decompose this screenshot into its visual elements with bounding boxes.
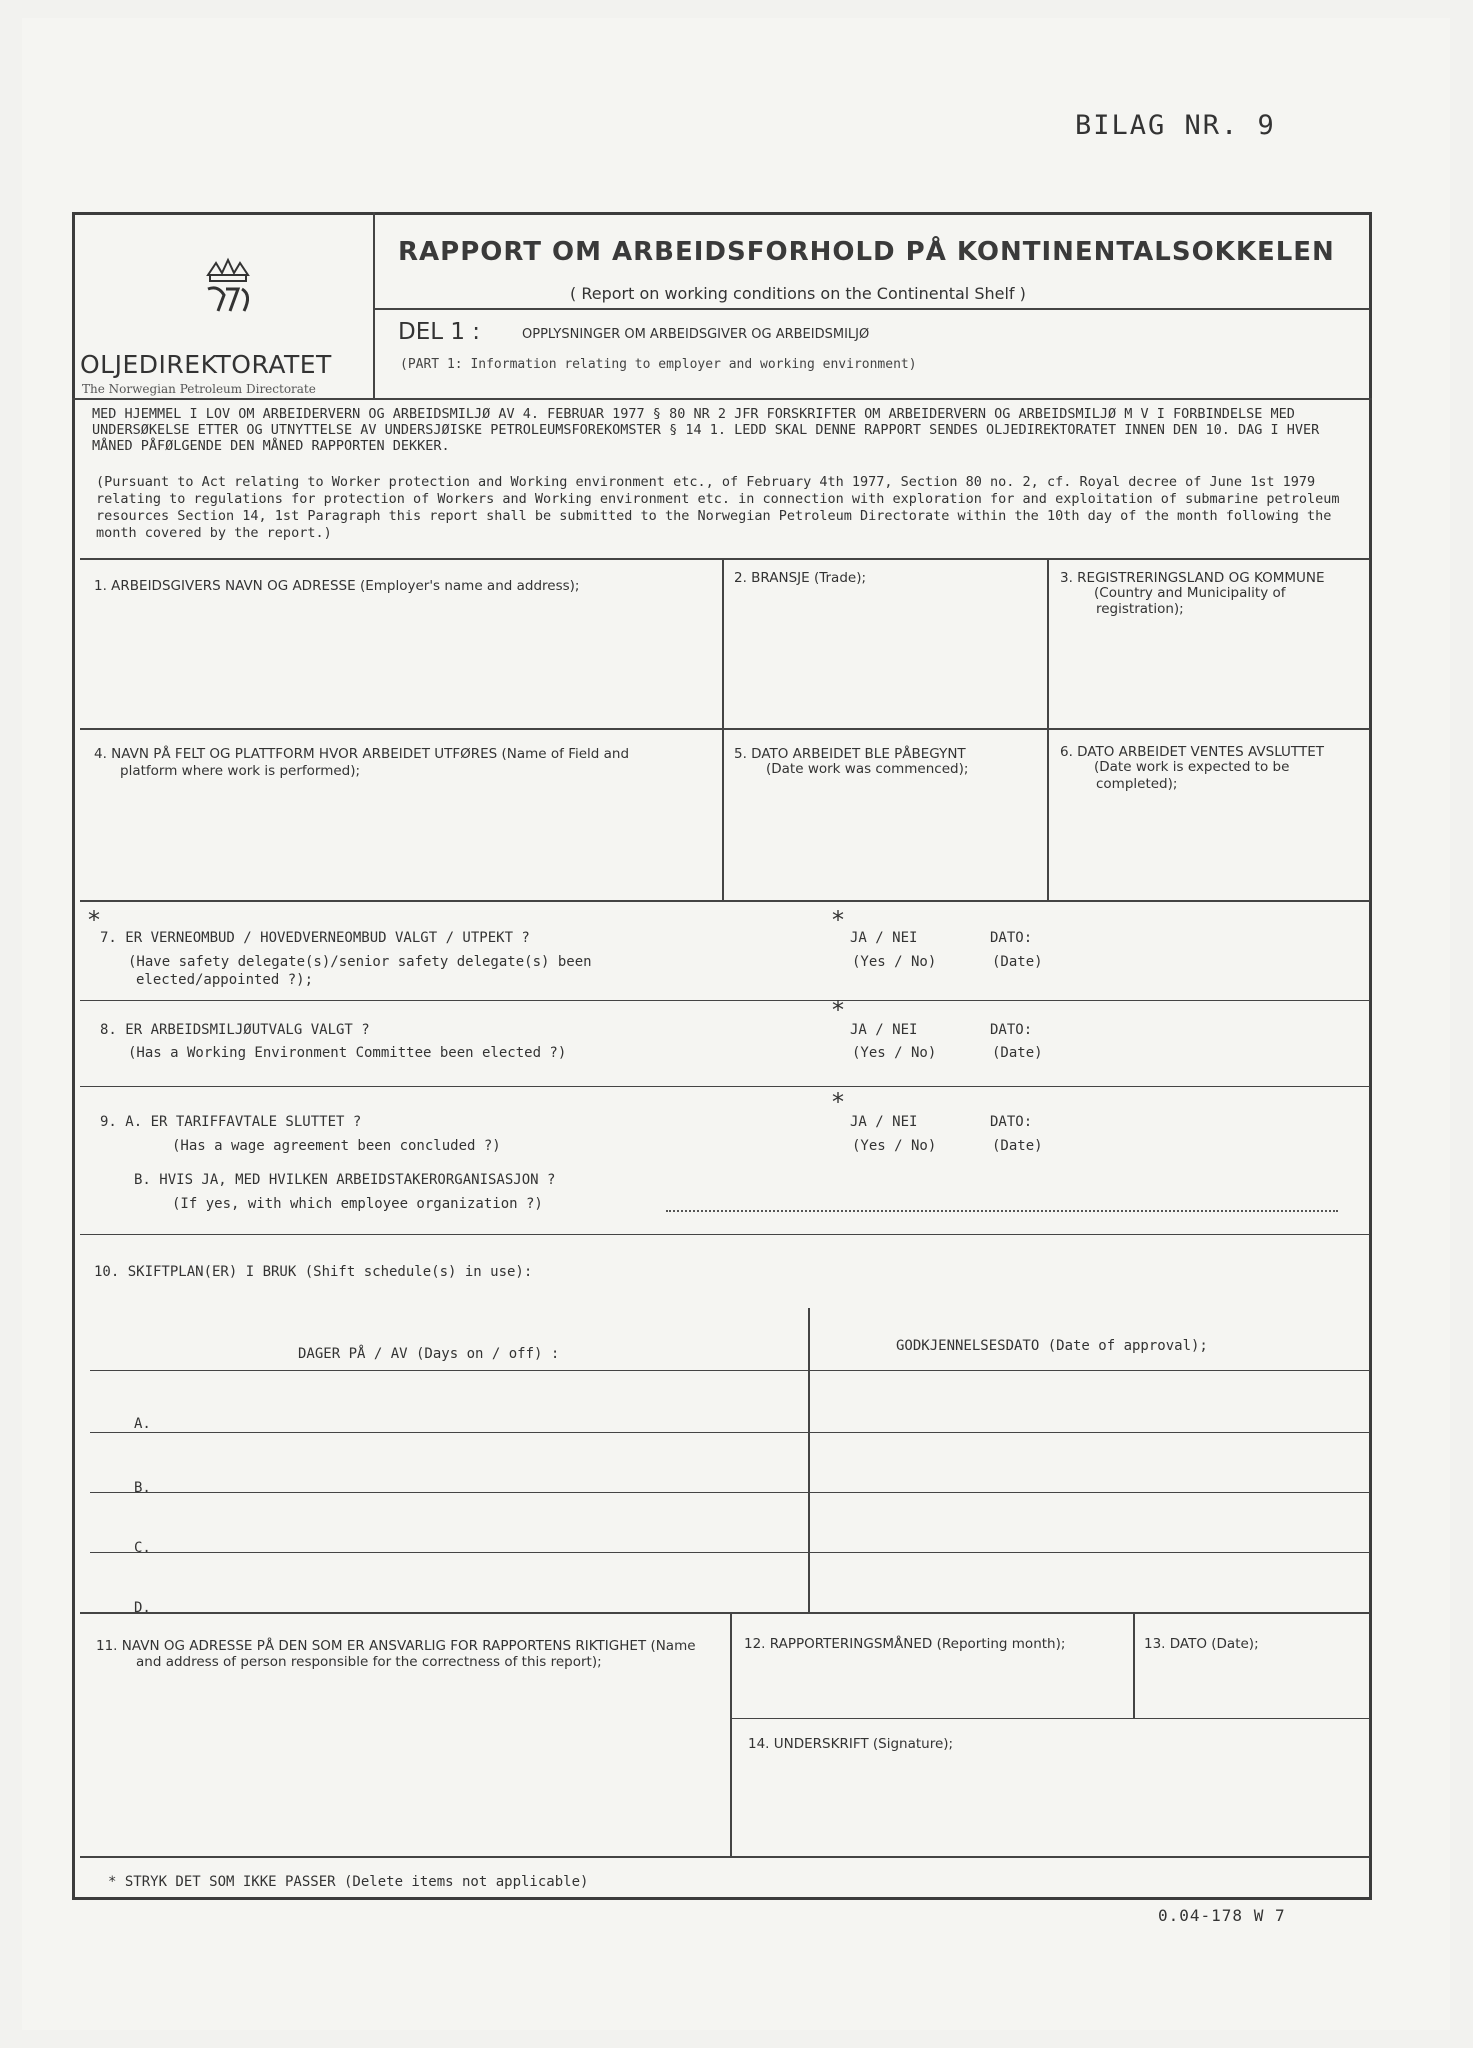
org-name-en: The Norwegian Petroleum Directorate xyxy=(82,382,316,396)
q7-date-label-en: (Date) xyxy=(992,954,1043,970)
field-platform-label: 4. NAVN PÅ FELT OG PLATTFORM HVOR ARBEIDET UTFØRES (Name of Field and xyxy=(94,746,630,762)
form-code: 0.04-178 W 7 xyxy=(1158,1906,1286,1925)
q9a-date-label[interactable]: DATO: xyxy=(990,1114,1033,1130)
q8-label: 8. ER ARBEIDSMILJØUTVALG VALGT ? xyxy=(100,1022,370,1038)
part-text: OPPLYSNINGER OM ARBEIDSGIVER OG ARBEIDSMILJØ xyxy=(522,327,870,342)
q7-date-label[interactable]: DATO: xyxy=(990,930,1033,946)
field-end-date-label-en: (Date work is expected to be xyxy=(1094,759,1290,775)
q8-date-label[interactable]: DATO: xyxy=(990,1022,1033,1038)
q9a-label-en: (Has a wage agreement been concluded ?) xyxy=(172,1138,501,1154)
field-responsible-label: 11. NAVN OG ADRESSE PÅ DEN SOM ER ANSVARLIG FOR RAPPORTENS RIKTIGHET (Name xyxy=(96,1638,696,1654)
field-platform-label-en: platform where work is performed); xyxy=(120,763,361,779)
shift-col-days: DAGER PÅ / AV (Days on / off) : xyxy=(298,1346,560,1362)
header-bottom-line xyxy=(72,398,1372,400)
q8-yes-no[interactable]: JA / NEI xyxy=(850,1022,918,1038)
field-country-label: 3. REGISTRERINGSLAND OG KOMMUNE xyxy=(1060,570,1325,586)
field-reporting-month-label: 12. RAPPORTERINGSMÅNED (Reporting month); xyxy=(744,1636,1066,1652)
bottom-col-divider xyxy=(730,1612,732,1856)
field-end-date-label-en2: completed); xyxy=(1096,776,1178,792)
asterisk-mark: * xyxy=(88,906,100,934)
field-signature-label: 14. UNDERSKRIFT (Signature); xyxy=(748,1736,954,1752)
asterisk-mark: * xyxy=(832,906,844,934)
intro-english: (Pursuant to Act relating to Worker protection and Working environment etc., of February 4th 1977, Section 80 no. 2, cf. Royal decree of June 1st 1979 relating to regulations for protection of Workers and Working environment etc. in connection with exploration for and exploitation of submarine petroleum resources Section 14, 1st Paragraph this report shall be submitted to the Norwegian Petroleum Directorate within the 10th day of the month following the month covered by the report.) xyxy=(96,474,1340,541)
field-responsible-label-en: and address of person responsible for the correctness of this report); xyxy=(136,1654,602,1670)
q7-yes-no[interactable]: JA / NEI xyxy=(850,930,918,946)
section1-mid-line xyxy=(80,728,1370,730)
q8-date-label-en: (Date) xyxy=(992,1045,1043,1061)
crown-logo-icon xyxy=(198,255,258,315)
field-end-date-label: 6. DATO ARBEIDET VENTES AVSLUTTET xyxy=(1060,744,1324,760)
q9b-label: B. HVIS JA, MED HVILKEN ARBEIDSTAKERORGANISASJON ? xyxy=(134,1172,556,1188)
part-text-en: (PART 1: Information relating to employer and working environment) xyxy=(400,357,917,372)
q9a-yes-no-en: (Yes / No) xyxy=(852,1138,937,1154)
q9b-answer-line[interactable] xyxy=(666,1210,1338,1212)
header-subline xyxy=(373,308,1370,310)
bottom-end-line xyxy=(80,1856,1370,1858)
shift-row-label: B. xyxy=(134,1480,151,1496)
q8-bottom-line xyxy=(80,1086,1370,1087)
q7-bottom-line xyxy=(80,1000,1370,1001)
q7-label-en: (Have safety delegate(s)/senior safety delegate(s) been xyxy=(128,954,592,970)
shift-col-approval: GODKJENNELSESDATO (Date of approval); xyxy=(896,1338,1208,1354)
form-title: RAPPORT OM ARBEIDSFORHOLD PÅ KONTINENTALSOKKELEN xyxy=(398,237,1335,267)
field-country-label-en: (Country and Municipality of xyxy=(1094,585,1286,601)
field-start-date-label-en: (Date work was commenced); xyxy=(766,761,969,777)
shift-row-label: A. xyxy=(134,1416,151,1432)
q7-label: 7. ER VERNEOMBUD / HOVEDVERNEOMBUD VALGT / UTPEKT ? xyxy=(100,930,530,946)
field-start-date-label: 5. DATO ARBEIDET BLE PÅBEGYNT xyxy=(734,746,966,762)
shift-col-divider xyxy=(808,1308,810,1614)
bottom-mid-line xyxy=(730,1718,1370,1719)
field-date-label: 13. DATO (Date); xyxy=(1144,1636,1259,1652)
asterisk-mark: * xyxy=(832,1088,844,1116)
q8-label-en: (Has a Working Environment Committee been elected ?) xyxy=(128,1045,567,1061)
asterisk-mark: * xyxy=(832,996,844,1024)
form-subtitle: ( Report on working conditions on the Continental Shelf ) xyxy=(570,284,1026,303)
shift-row-line xyxy=(90,1492,1370,1493)
q9a-date-label-en: (Date) xyxy=(992,1138,1043,1154)
shift-bottom-line xyxy=(80,1612,1370,1614)
part-label: DEL 1 : xyxy=(398,319,481,345)
shift-header-line xyxy=(90,1370,1370,1371)
q7-label-en2: elected/appointed ?); xyxy=(136,972,314,988)
field-trade-label: 2. BRANSJE (Trade); xyxy=(734,570,867,586)
q8-yes-no-en: (Yes / No) xyxy=(852,1045,937,1061)
section1-bottom-line xyxy=(80,900,1370,902)
org-name: OLJEDIREKTORATET xyxy=(80,350,332,379)
attachment-label: BILAG NR. 9 xyxy=(1075,110,1276,141)
q9a-yes-no[interactable]: JA / NEI xyxy=(850,1114,918,1130)
shift-row-label: D. xyxy=(134,1600,151,1616)
shift-row-line xyxy=(90,1552,1370,1553)
q9b-label-en: (If yes, with which employee organization ?) xyxy=(172,1196,543,1212)
shift-row-line xyxy=(90,1432,1370,1433)
intro-norwegian: MED HJEMMEL I LOV OM ARBEIDERVERN OG ARBEIDSMILJØ AV 4. FEBRUAR 1977 § 80 NR 2 JFR FORSKRIFTER OM ARBEIDERVERN OG ARBEIDSMILJØ M V I FORBINDELSE MED UNDERSØKELSE ETTER OG UTNYTTELSE AV UNDERSJØISKE PETROLEUMSFOREKOMSTER § 14 1. LEDD SKAL DENNE RAPPORT SENDES OLJEDIREKTORATET INNEN DEN 10. DAG I HVER MÅNED PÅFØLGENDE DEN MÅNED RAPPORTEN DEKKER. xyxy=(92,406,1320,454)
header-divider xyxy=(373,212,375,400)
shift-title: 10. SKIFTPLAN(ER) I BRUK (Shift schedule(s) in use): xyxy=(94,1264,533,1280)
field-country-label-en2: registration); xyxy=(1096,601,1184,617)
footnote: * STRYK DET SOM IKKE PASSER (Delete items not applicable) xyxy=(108,1874,589,1890)
q7-yes-no-en: (Yes / No) xyxy=(852,954,937,970)
section1-top-line xyxy=(80,558,1370,560)
shift-row-label: C. xyxy=(134,1540,151,1556)
q9-bottom-line xyxy=(80,1234,1370,1235)
q9a-label: 9. A. ER TARIFFAVTALE SLUTTET ? xyxy=(100,1114,362,1130)
field-employer-label: 1. ARBEIDSGIVERS NAVN OG ADRESSE (Employer's name and address); xyxy=(94,578,580,594)
bottom-col-divider-2 xyxy=(1133,1612,1135,1718)
